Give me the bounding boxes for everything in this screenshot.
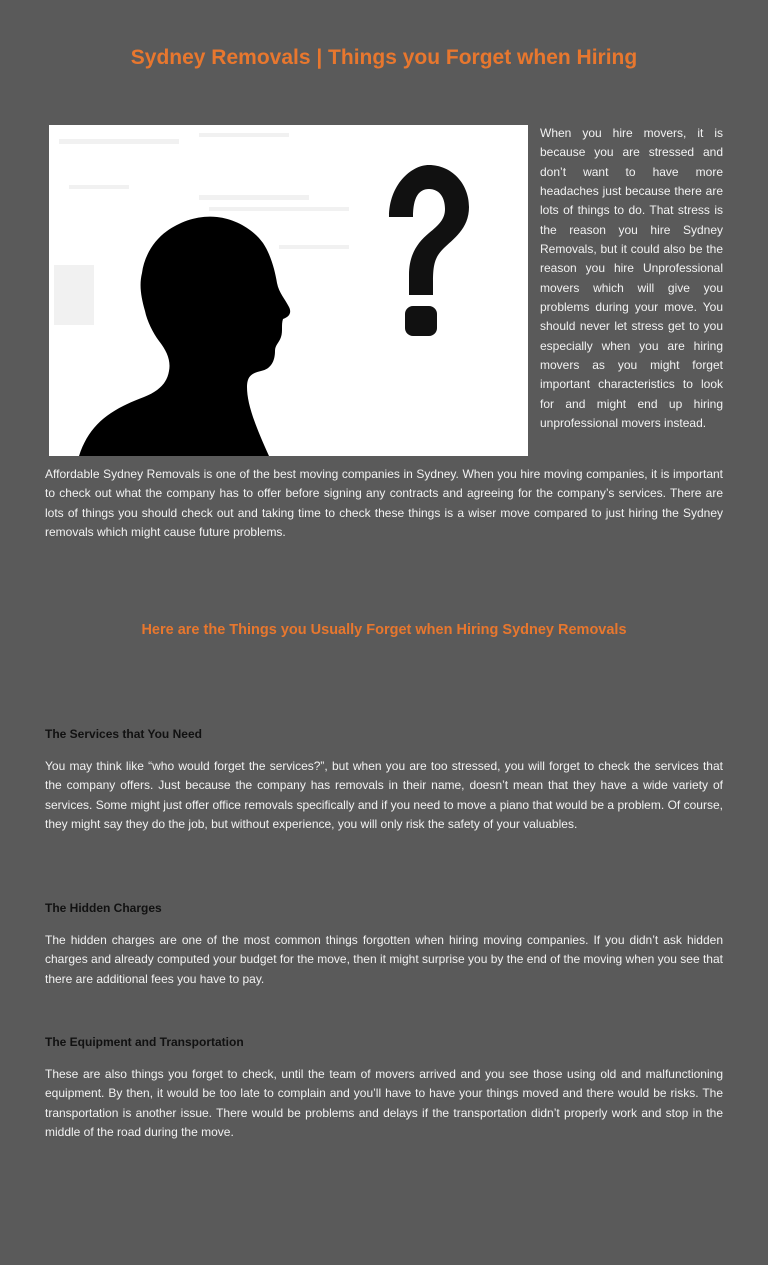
intro-paragraph: Affordable Sydney Removals is one of the best moving companies in Sydney. When you hire moving companies, it is important to check out what the company has to offer before signing any contracts and agreeing for the company’s services. There are lots of things you should check out and taking time to check these things is a wiser move compared to just hiring the Sydney removals which might cause future problems.	[45, 467, 723, 540]
section-title-services: The Services that You Need	[45, 727, 202, 741]
hero-side-text: When you hire movers, it is because you are stressed and don’t want to have more headaches just because there are lots of things to do. That stress is the reason you hire Sydney Removals, but it could also be the reason you hire Unprofessional movers which will give you problems during your move. You should never let stress get to you especially when you are hiring movers as you might forget important characteristics to look for and might end up hiring unprofessional movers instead.	[540, 126, 723, 431]
section-body-hidden-charges: The hidden charges are one of the most common things forgotten when hiring moving companies. If you didn’t ask hidden charges and already computed your budget for the move, then it might surprise you by the end of the moving when you see that there are additional fees you have to pay.	[45, 933, 723, 986]
subheading: Here are the Things you Usually Forget when Hiring Sydney Removals	[141, 622, 627, 638]
section-body-services: You may think like “who would forget the services?”, but when you are too stressed, you will forget to check the services that the company offers. Just because the company has removals in their name, doesn’t mean that they have a wide variety of services. Some might just offer office removals specifically and if you need to move a piano that would be a problem. Of course, they might say they do the job, but without experience, you will only risk the safety of your valuables.	[45, 759, 723, 832]
section-title-equipment: The Equipment and Transportation	[45, 1035, 244, 1049]
section-body-equipment: These are also things you forget to check, until the team of movers arrived and you see those using old and malfunctioning equipment. By then, it would be too late to complain and you’ll have to have your things moved and there would be risks. The transportation is another issue. There would be problems and delays if the transportation didn’t properly work and stop in the middle of the road during the move.	[45, 1067, 723, 1140]
page-title: Sydney Removals | Things you Forget when Hiring	[130, 46, 638, 69]
hero-image	[49, 125, 528, 456]
person-silhouette-question-mark-icon	[49, 125, 528, 456]
section-title-hidden-charges: The Hidden Charges	[45, 901, 162, 915]
